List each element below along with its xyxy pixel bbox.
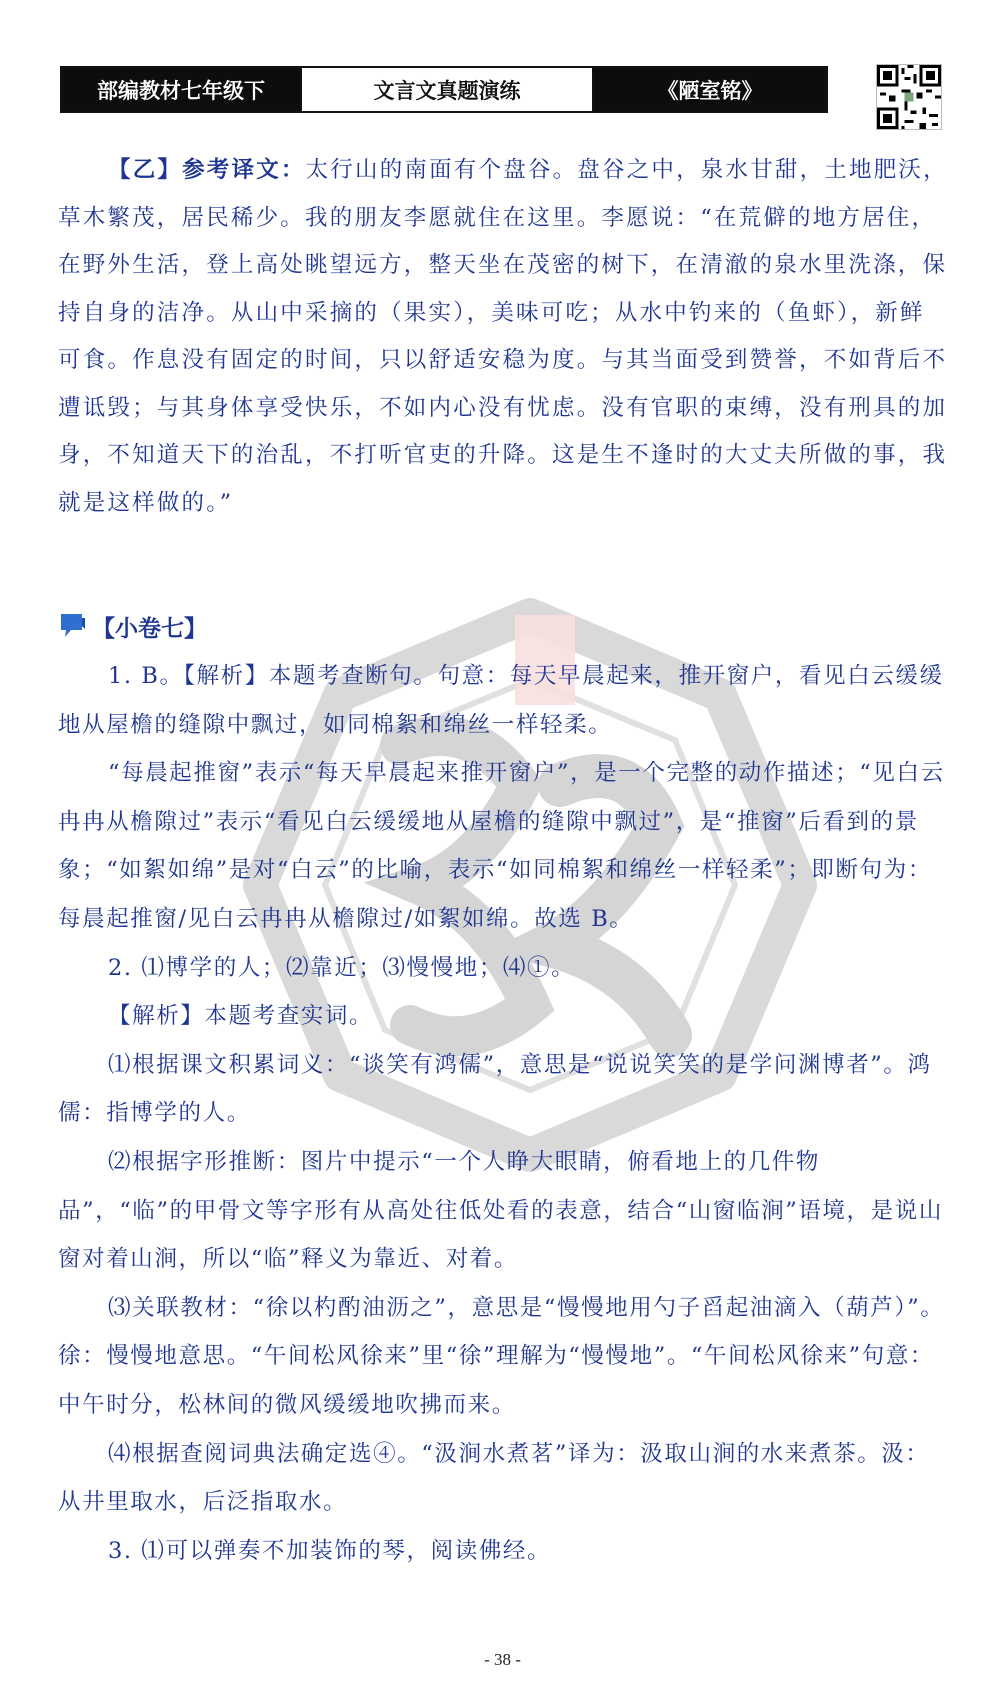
section-heading [58,608,207,644]
answer-paragraph: ⑴根据课文积累词义：“谈笑有鸿儒”，意思是“说说笑笑的是学问渊博者”。鸿儒：指博学的人。 [58,1051,932,1127]
answer-explanations [58,652,948,1575]
bookmark-flag-icon [58,611,88,641]
reference-translation [58,147,948,527]
section-title: 【小卷七】 [92,615,207,642]
answer-paragraph: 【解析】本题考查实词。 [108,1003,374,1030]
header-grade: 部编教材七年级下 [62,68,300,111]
qr-code-icon [876,64,942,130]
answer-paragraph: 2. ⑴博学的人；⑵靠近；⑶慢慢地；⑷①。 [108,954,576,981]
translation-text: 太行山的南面有个盘谷。盘谷之中，泉水甘甜，土地肥沃，草木繁茂，居民稀少。我的朋友李愿就住在这里。李愿说：“在荒僻的地方居住，在野外生活，登上高处眺望远方，整天坐在茂密的树下，在清澈的泉水里洗涤，保持自身的洁净。从山中采摘的（果实），美味可吃；从水中钓来的（鱼虾），新鲜可食。作息没有固定的时间，只以舒适安稳为度。与其当面受到赞誉，不如背后不遭诋毁；与其身体享受快乐，不如内心没有忧虑。没有官职的束缚，没有刑具的加身，不知道天下的治乱，不打听官吏的升降。这是生不逢时的大丈夫所做的事，我就是这样做的。” [58,157,948,516]
header-title: 文言文真题演练 [300,68,594,111]
page-number: - 38 - [484,1650,521,1669]
answer-paragraph: ⑷根据查阅词典法确定选④。“汲涧水煮茗”译为：汲取山涧的水来煮茶。汲：从井里取水，后泛指取水。 [58,1440,930,1516]
header-lesson: 《陋室铭》 [594,68,826,111]
answer-paragraph: “每晨起推窗”表示“每天早晨起来推开窗户”，是一个完整的动作描述；“见白云冉冉从檐隙过”表示“看见白云缓缓地从屋檐的缝隙中飘过”，是“推窗”后看到的景象；“如絮如绵”是对“白云”的比喻，表示“如同棉絮和绵丝一样轻柔”；即断句为：每晨起推窗/见白云冉冉从檐隙过/如絮如绵。故选 B。 [58,760,945,932]
answer-paragraph: 1. B。【解析】本题考查断句。句意：每天早晨起来，推开窗户，看见白云缓缓地从屋檐的缝隙中飘过，如同棉絮和绵丝一样轻柔。 [58,663,944,738]
answer-paragraph: ⑵根据字形推断：图片中提示“一个人睁大眼睛，俯看地上的几件物品”，“临”的甲骨文等字形有从高处往低处看的表意，结合“山窗临涧”语境，是说山窗对着山涧，所以“临”释义为靠近、对着。 [58,1148,943,1273]
translation-lead: 【乙】参考译文： [108,157,306,183]
header-bar [60,66,828,113]
answer-paragraph: ⑶关联教材：“徐以杓酌油沥之”，意思是“慢慢地用勺子舀起油滴入（葫芦）”。徐：慢慢地意思。“午间松风徐来”里“徐”理解为“慢慢地”。“午间松风徐来”句意：中午时分，松林间的微风缓缓地吹拂而来。 [58,1294,945,1418]
answer-paragraph: 3. ⑴可以弹奏不加装饰的琴，阅读佛经。 [108,1537,552,1564]
